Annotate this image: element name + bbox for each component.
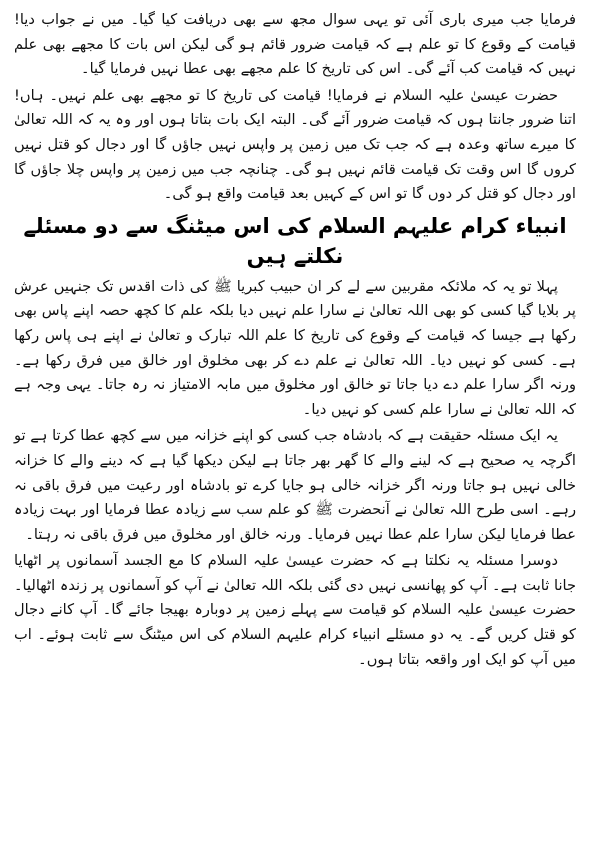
paragraph-4: یہ ایک مسئلہ حقیقت ہے کہ بادشاہ جب کسی کو اپنے خزانہ میں سے کچھ عطا کرتا ہے تو اگرچہ یہ صحیح ہے کہ لینے والے کا گھر بھر جاتا ہے لیکن دیکھا گیا ہے کہ دینے والے کا خزانہ خالی نہیں ہو جاتا ورنہ اگر خزانہ خالی ہو جایا کرے تو بادشاہ اور رعیت میں فرق باقی نہ رہے۔ اسی طرح اللہ تعالیٰ نے آنحضرت ﷺ کو علم سب سے زیادہ عطا فرمایا اور بہت زیادہ عطا فرمایا لیکن سارا علم عطا نہیں فرمایا۔ ورنہ خالق اور مخلوق میں فرق باقی نہ رہتا۔ xyxy=(14,427,576,543)
paragraph-2: حضرت عیسیٰ علیہ السلام نے فرمایا! قیامت کی تاریخ کا تو مجھے بھی علم نہیں۔ ہاں! اتنا ضرور جانتا ہوں کہ قیامت ضرور آئے گی۔ البتہ ایک بات بتاتا ہوں اور وہ یہ کہ اللہ تعالیٰ کا میرے ساتھ وعدہ ہے کہ جب تک میں زمین پر واپس نہیں جاؤں گا اور دجال کو قتل نہیں کروں گا اس وقت تک قیامت قائم نہیں ہو گی۔ چنانچہ جب میں زمین پر واپس چلا جاؤں گا اور دجال کو قتل کر دوں گا تو اس کے کہیں بعد قیامت واقع ہو گی۔ xyxy=(14,86,576,203)
paragraph-3: پہلا تو یہ کہ ملائکہ مقربین سے لے کر ان حبیب کبریا ﷺ کی ذات اقدس تک جنہیں عرش پر بلایا گیا کسی کو بھی اللہ تعالیٰ نے سارا علم نہیں دیا بلکہ علم کا کچھ حصہ اپنے پاس بھی رکھا ہے جیسا کہ قیامت کے وقوع کی تاریخ کا علم اللہ تبارک و تعالیٰ نے اپنے ہی پاس رکھا ہے۔ کسی کو نہیں دیا۔ اللہ تعالیٰ نے علم دے کر بھی مخلوق اور خالق میں فرق رکھا ہے۔ ورنہ اگر سارا علم دے دیا جاتا تو خالق اور مخلوق میں مابہ الامتیاز نہ رہ جاتا۔ یہی وجہ ہے کہ اللہ تعالیٰ نے سارا علم کسی کو نہیں دیا۔ xyxy=(14,277,576,418)
paragraph-5: دوسرا مسئلہ یہ نکلتا ہے کہ حضرت عیسیٰ علیہ السلام کا مع الجسد آسمانوں پر اٹھایا جانا ثابت ہے۔ آپ کو پھانسی نہیں دی گئی بلکہ اللہ تعالیٰ نے آپ کو آسمانوں پر زندہ اٹھالیا۔ حضرت عیسیٰ علیہ السلام کو قیامت سے پہلے زمین پر دوبارہ بھیجا جائے گا۔ آپ کانے دجال کو قتل کریں گے۔ یہ دو مسئلے انبیاء کرام علیہم السلام کی اس میٹنگ سے ثابت ہوئے۔ اب میں آپ کو ایک اور واقعہ بتاتا ہوں۔ xyxy=(14,552,576,668)
paragraph-1: فرمایا جب میری باری آئی تو یہی سوال مجھ سے بھی دریافت کیا گیا۔ میں نے جواب دیا! قیامت کے وقوع کا تو علم ہے کہ قیامت ضرور قائم ہو گی لیکن اس بات کا مجھے بھی علم نہیں کہ قیامت کب آئے گی۔ اس کی تاریخ کا علم مجھے بھی عطا نہیں فرمایا گیا۔ xyxy=(14,11,576,78)
section-heading: انبیاء کرام علیہم السلام کی اس میٹنگ سے دو مسئلے نکلتے ہیں xyxy=(23,213,567,268)
